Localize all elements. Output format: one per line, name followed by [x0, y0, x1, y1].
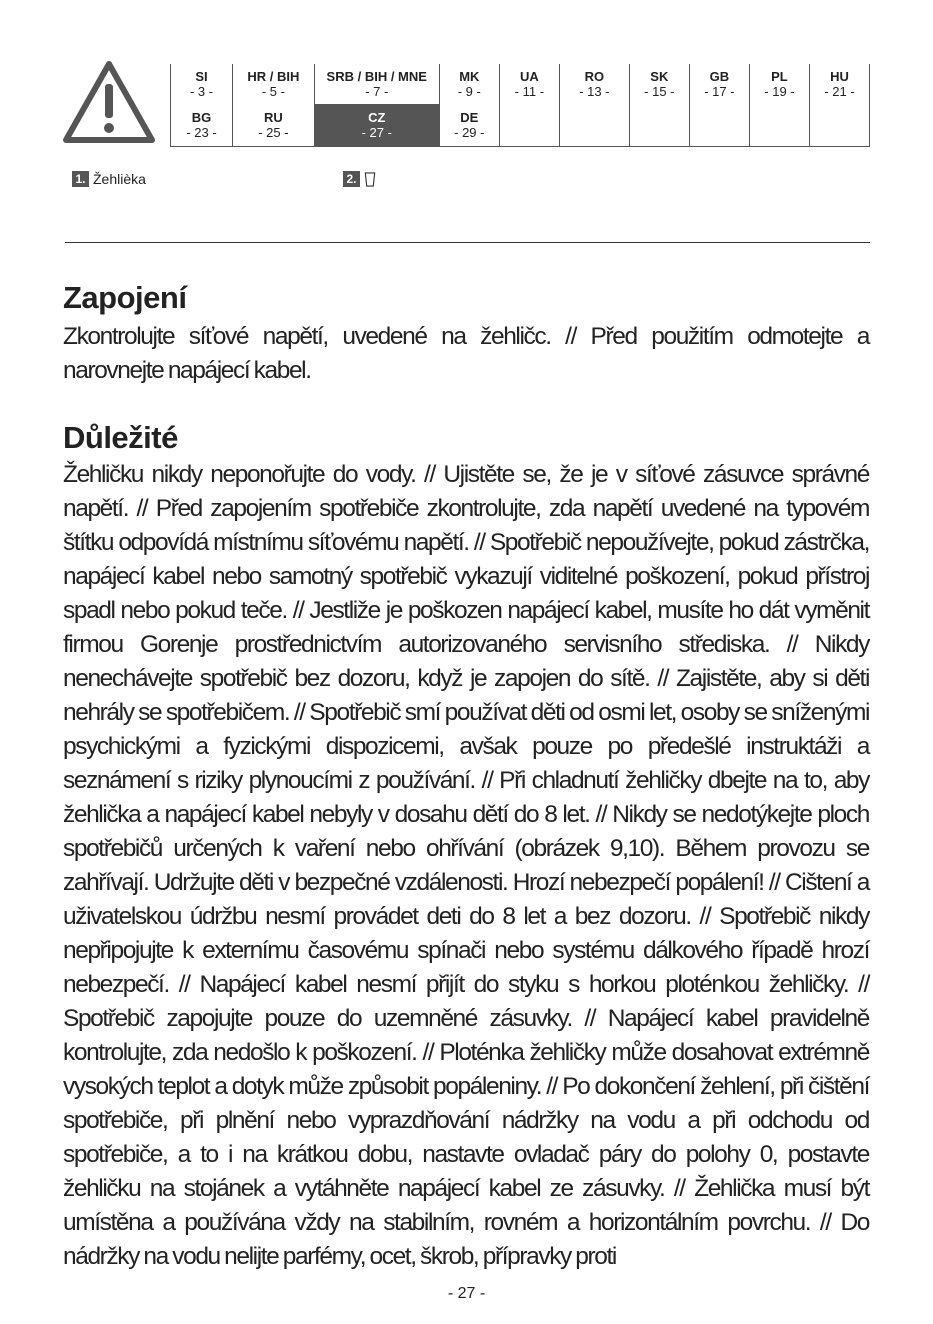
figure-1-label: [72, 171, 146, 187]
language-cell-hr-bih: [233, 64, 315, 104]
language-page: - 17 -: [704, 84, 735, 99]
language-code: SRB / BIH / MNE: [326, 69, 427, 84]
figure-2-label: [343, 171, 376, 187]
section-title-dulezite: Důležité: [63, 420, 178, 455]
language-page: - 15 -: [644, 84, 675, 99]
language-page: - 21 -: [824, 84, 855, 99]
language-code: PL: [771, 69, 788, 84]
language-page: - 9 -: [457, 84, 481, 99]
language-code: BG: [191, 110, 212, 125]
language-cell-bg: [170, 104, 233, 146]
language-page: - 27 -: [361, 125, 392, 140]
language-cell-hu: [810, 64, 870, 104]
language-code: GB: [709, 69, 730, 84]
section-divider: [65, 242, 870, 243]
language-code: SI: [195, 69, 208, 84]
language-page: - 5 -: [261, 84, 285, 99]
language-cell-ro: [560, 64, 630, 104]
language-cell-empty: [630, 104, 690, 146]
language-code: MK: [459, 69, 480, 84]
language-cell-si: [170, 64, 233, 104]
section-title-zapojeni: Zapojení: [63, 280, 187, 315]
water-cup-icon: [364, 172, 376, 187]
figure-1-number: 1.: [72, 171, 89, 187]
language-cell-mk: [440, 64, 500, 104]
section-text-zapojeni: Zkontrolujte síťové napětí, uvedené na žehličc. // Před použitím odmotejte a narovnejte napájecí kabel.: [63, 323, 869, 384]
section-text-dulezite: Žehličku nikdy neponořujte do vody. // Ujistěte se, že je v síťové zásuvce správné napětí. // Před zapojením spotřebiče zkontrolujte, zda napětí uvedené na typovém štítku odpovídá místnímu síťovému napětí. // Spotřebič nepoužívejte, pokud zástrčka, napájecí kabel nebo samotný spotřebič vykazují viditelné poškození, pokud přístroj spadl nebo pokud teče. // Jestliže je poškozen napájecí kabel, musíte ho dát vyměnit firmou Gorenje prostřednictvím autorizovaného servisního střediska. // Nikdy nenechávejte spotřebič bez dozoru, když je zapojen do sítě. // Zajistěte, aby si děti nehrály se spotřebičem. // Spotřebič smí používat děti od osmi let, osoby se sníženými psychickými a fyzickými dispozicemi, avšak pouze po předešlé instruktáži a seznámení s riziky plynoucími z používání. // Při chladnutí žehličky dbejte na to, aby žehlička a napájecí kabel nebyly v dosahu dětí do 8 let. // Nikdy se nedotýkejte ploch spotřebičů určených k vaření nebo ohřívání (obrázek 9,10). Během provozu se zahřívají. Udržujte děti v bezpečné vzdálenosti. Hrozí nebezpečí popálení! // Cištení a uživatelskou údržbu nesmí provádet deti do 8 let a bez dozoru. // Spotřebič nikdy nepřipojujte k externímu časovému spínači nebo systému dálkového řípadě hrozí nebezpečí. // Napájecí kabel nesmí přijít do styku s horkou ploténkou žehličky. // Spotřebič zapojujte pouze do uzemněné zásuvky. // Napájecí kabel pravidelně kontrolujte, zda nedošlo k poškození. // Ploténka žehličky může dosahovat extrémně vysokých teplot a dotyk může způsobit popáleniny. // Po dokončení žehlení, při čištění spotřebiče, při plnění nebo vyprazdňování nádržky na vodu a při odchodu od spotřebiče, a to i na krátkou dobu, nastavte ovladač páry do polohy 0, postavte žehličku na stojánek a vytáhněte napájecí kabel ze zásuvky. // Žehlička musí být umístěna a používána vždy na stabilním, rovném a horizontálním povrchu. // Do nádržky na vodu nelijte parfémy, ocet, škrob, přípravky proti: [63, 461, 869, 1270]
language-code: HU: [830, 69, 849, 84]
language-cell-ru: [233, 104, 315, 146]
language-code: HR / BIH: [247, 69, 300, 84]
language-code: RO: [584, 69, 605, 84]
language-page: - 23 -: [186, 125, 217, 140]
language-cell-sk: [630, 64, 690, 104]
language-page: - 7 -: [365, 84, 389, 99]
language-page: - 29 -: [454, 125, 485, 140]
language-code: UA: [519, 69, 539, 84]
language-cell-empty: [810, 104, 870, 146]
language-page: - 13 -: [579, 84, 610, 99]
language-code: RU: [264, 110, 283, 125]
language-cell-empty: [500, 104, 560, 146]
language-table-divider: [170, 146, 870, 147]
figure-2-number: 2.: [343, 171, 360, 187]
language-code: DE: [460, 110, 479, 125]
language-cell-srb-bih-mne: [315, 64, 440, 104]
language-cell-gb: [690, 64, 750, 104]
language-cell-empty: [690, 104, 750, 146]
figure-1-caption: Žehlièka: [93, 171, 146, 187]
language-page: - 11 -: [514, 84, 545, 99]
language-table: [170, 64, 870, 146]
language-page: - 25 -: [258, 125, 289, 140]
language-cell-ua: [500, 64, 560, 104]
page-number: - 27 -: [447, 1285, 486, 1302]
language-cell-empty: [560, 104, 630, 146]
language-page: - 19 -: [764, 84, 795, 99]
warning-icon: [62, 60, 156, 146]
language-cell-empty: [750, 104, 810, 146]
language-cell-pl: [750, 64, 810, 104]
language-page: - 3 -: [189, 84, 214, 99]
language-code: CZ: [368, 110, 386, 125]
language-cell-de: [440, 104, 500, 146]
language-code: SK: [650, 69, 669, 84]
language-cell-cz: [315, 104, 440, 146]
